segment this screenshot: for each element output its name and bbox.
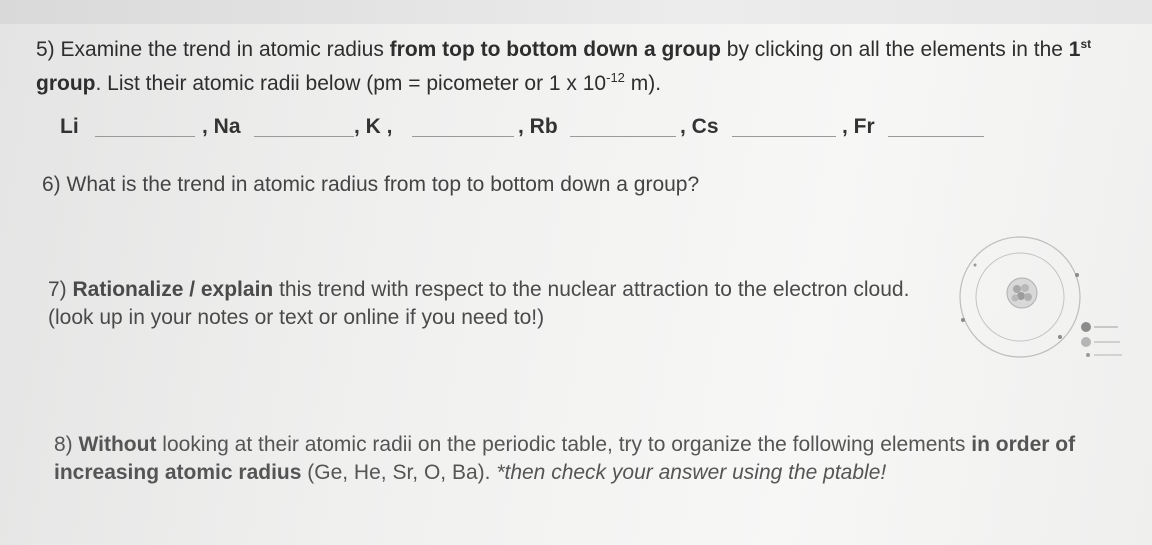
q7-text: this trend with respect to the nuclear attraction to the electron cloud. (look up in your notes or text or online if you need to!) bbox=[48, 278, 910, 329]
element-label-rb: , Rb bbox=[518, 115, 558, 138]
question-7 bbox=[48, 276, 948, 332]
element-label-k: , K , bbox=[354, 115, 393, 138]
question-8 bbox=[54, 431, 1114, 487]
nucleon bbox=[1021, 284, 1029, 292]
q8-text: looking at their atomic radii on the periodic table, try to organize the following elements bbox=[156, 433, 972, 456]
q5-text: 5) Examine the trend in atomic radius bbox=[36, 38, 390, 61]
element-label-fr: , Fr bbox=[842, 115, 875, 138]
answer-blank-cs[interactable] bbox=[732, 136, 836, 137]
q5-text-2: by clicking on all the elements in the bbox=[720, 38, 1069, 61]
element-label-na: , Na bbox=[202, 115, 241, 138]
q5-text-4: m). bbox=[624, 72, 662, 95]
q5-bold-direction: from top to bottom down a group bbox=[389, 38, 721, 61]
q5-text-3: . List their atomic radii below (pm = picometer or 1 x 10 bbox=[95, 72, 607, 95]
q8-number: 8) bbox=[54, 433, 79, 456]
electron bbox=[1058, 335, 1062, 339]
nucleon bbox=[1012, 295, 1019, 302]
electron bbox=[1075, 273, 1079, 277]
legend-proton-dot bbox=[1081, 322, 1091, 332]
answer-blank-rb[interactable] bbox=[570, 136, 676, 137]
element-label-cs: , Cs bbox=[680, 115, 719, 138]
question-5 bbox=[36, 30, 1126, 98]
electron bbox=[974, 264, 977, 267]
answer-blank-na[interactable] bbox=[254, 136, 354, 137]
q5-bold-group: 1st group bbox=[36, 37, 1092, 95]
q5-exponent: -12 bbox=[606, 70, 625, 85]
element-label-li: Li bbox=[60, 115, 79, 138]
question-6: 6) What is the trend in atomic radius from top to bottom down a group? bbox=[42, 173, 700, 196]
top-strip bbox=[0, 0, 1152, 24]
q7-number: 7) bbox=[48, 278, 73, 301]
atom-legend-icon bbox=[1076, 318, 1136, 364]
atom-diagram-icon[interactable] bbox=[955, 235, 1085, 360]
q8-bold-order: in order of increasing atomic radius bbox=[54, 433, 1076, 484]
nucleon bbox=[1024, 293, 1032, 301]
q8-italic-note: *then check your answer using the ptable! bbox=[496, 461, 887, 484]
legend-electron-dot bbox=[1086, 353, 1090, 357]
q8-elements: (Ge, He, Sr, O, Ba). bbox=[301, 461, 497, 484]
electron bbox=[961, 318, 965, 322]
q8-bold-without: Without bbox=[78, 433, 157, 456]
answer-blank-li[interactable] bbox=[95, 136, 195, 137]
legend-neutron-dot bbox=[1081, 337, 1091, 347]
nucleon bbox=[1013, 285, 1021, 293]
q7-bold-instruction: Rationalize / explain bbox=[72, 278, 274, 301]
answer-blank-k[interactable] bbox=[412, 136, 514, 137]
answer-blank-fr[interactable] bbox=[888, 136, 984, 137]
